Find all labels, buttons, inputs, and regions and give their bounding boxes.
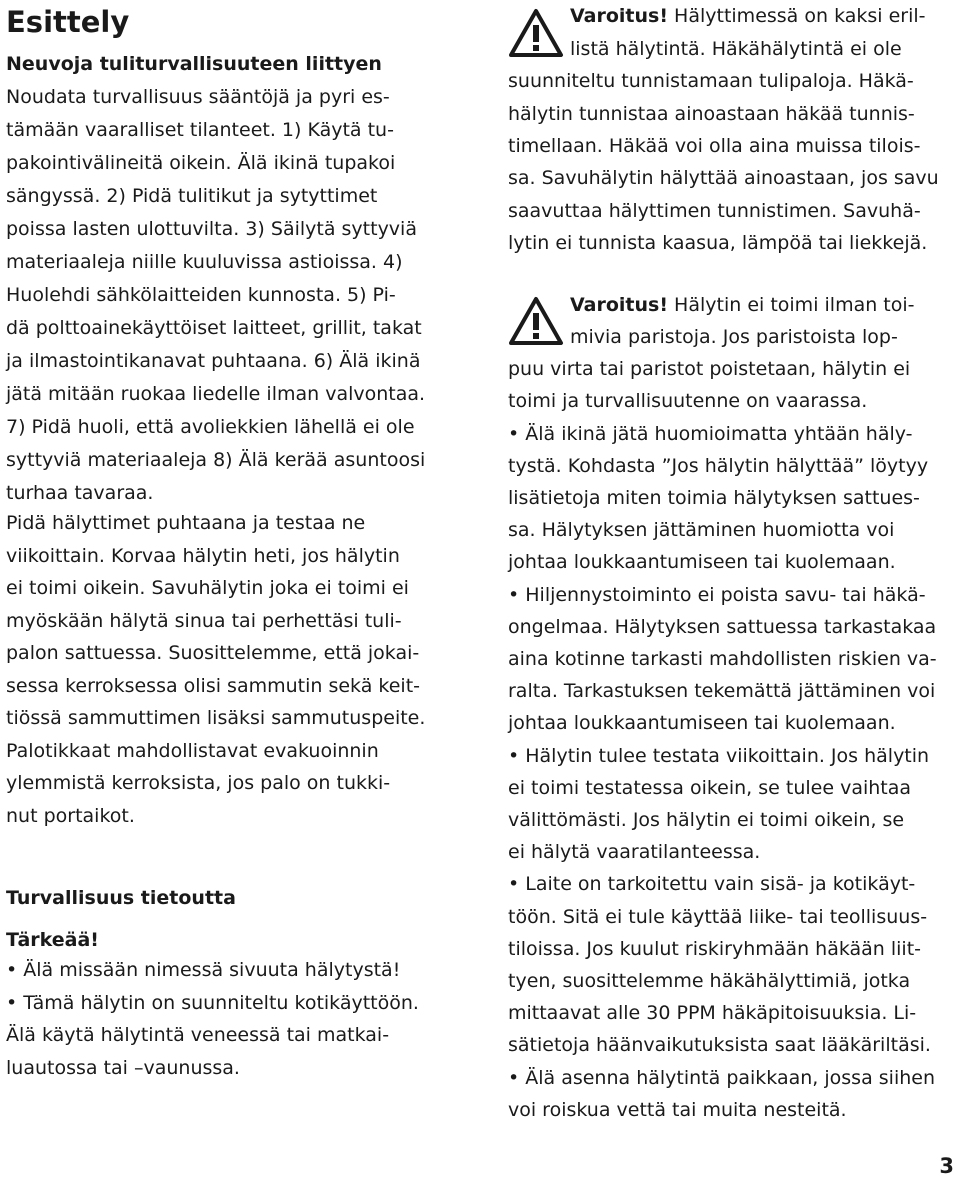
text-line: sessa kerroksessa olisi sammutin sekä keit- xyxy=(6,674,421,697)
text-line: Palotikkaat mahdollistavat evakuoinnin xyxy=(6,739,379,762)
text-line: pakointivälineitä oikein. Älä ikinä tupakoi xyxy=(6,152,396,174)
warning1-first-text: Hälyttimessä on kaksi eril- xyxy=(668,5,926,27)
text-line: • Älä ikinä jätä huomioimatta yhtään häly- xyxy=(508,422,913,445)
warning-triangle-icon xyxy=(508,296,564,346)
text-line: • Hälytin tulee testata viikoittain. Jos hälytin xyxy=(508,744,930,767)
warning1-first-line xyxy=(570,1,926,31)
text-line: turhaa tavaraa. xyxy=(6,482,154,504)
text-line: sätietoja häänvaikutuksista saat lääkäriltäsi. xyxy=(508,1034,931,1057)
text-line: suunniteltu tunnistamaan tulipaloja. Häkä- xyxy=(508,70,914,93)
text-line: sa. Hälytyksen jättäminen huomiotta voi xyxy=(508,519,895,542)
text-line: palon sattuessa. Suosittelemme, että jokai- xyxy=(6,642,420,664)
text-line: johtaa loukkaantumiseen tai kuolemaan. xyxy=(508,712,896,735)
text-line: 7) Pidä huoli, että avoliekkien lähellä ei ole xyxy=(6,416,415,438)
page-title: Esittely xyxy=(6,5,130,39)
text-line: tyen, suosittelemme häkähälyttimiä, jotka xyxy=(508,970,911,992)
text-line: Noudata turvallisuus sääntöjä ja pyri es- xyxy=(6,86,390,108)
important-heading: Tärkeää! xyxy=(6,929,99,951)
text-line: poissa lasten ulottuvilta. 3) Säilytä syttyviä xyxy=(6,218,417,240)
text-line: sängyssä. 2) Pidä tulitikut ja sytyttimet xyxy=(6,185,378,207)
text-line: puu virta tai paristot poistetaan, hälytin ei xyxy=(508,358,911,381)
text-line: tämään vaaralliset tilanteet. 1) Käytä tu- xyxy=(6,119,394,141)
text-line: Huolehdi sähkölaitteiden kunnosta. 5) Pi- xyxy=(6,284,396,306)
warning2-label: Varoitus! xyxy=(570,294,669,316)
text-line: • Hiljennystoiminto ei poista savu- tai häkä- xyxy=(508,583,926,606)
text-line: ralta. Tarkastuksen tekemättä jättäminen voi xyxy=(508,680,936,703)
page-number: 3 xyxy=(939,1154,954,1178)
text-line: mittaavat alle 30 PPM häkäpitoisuuksia. Li- xyxy=(508,1002,917,1025)
text-line: Pidä hälyttimet puhtaana ja testaa ne xyxy=(6,512,366,534)
text-line: • Älä missään nimessä sivuuta hälytystä! xyxy=(6,959,401,981)
text-line: ei hälytä vaaratilanteessa. xyxy=(508,841,761,864)
fire-safety-heading: Neuvoja tuliturvallisuuteen liittyen xyxy=(6,53,382,75)
text-line: saavuttaa hälyttimen tunnistimen. Savuhä- xyxy=(508,199,921,222)
text-line: ja ilmastointikanavat puhtaana. 6) Älä ikinä xyxy=(6,350,421,372)
text-line: • Älä asenna hälytintä paikkaan, jossa siihen xyxy=(508,1066,935,1089)
text-line: lisätietoja miten toimia hälytyksen sattues- xyxy=(508,487,920,509)
text-line: aina kotinne tarkasti mahdollisten riskien va- xyxy=(508,648,937,670)
text-line: mivia paristoja. Jos paristoista lop- xyxy=(570,326,898,348)
text-line: toimi ja turvallisuutenne on vaarassa. xyxy=(508,390,868,413)
warning-triangle-icon xyxy=(508,8,564,58)
text-line: viikoittain. Korvaa hälytin heti, jos hälytin xyxy=(6,544,400,567)
text-line: lytin ei tunnista kaasua, lämpöä tai liekkejä. xyxy=(508,231,928,254)
warning2-first-text: Hälytin ei toimi ilman toi- xyxy=(668,294,915,316)
text-line: dä polttoainekäyttöiset laitteet, grillit, takat xyxy=(6,317,422,339)
text-line: syttyviä materiaaleja 8) Älä kerää asuntoosi xyxy=(6,449,426,471)
safety-info-heading: Turvallisuus tietoutta xyxy=(6,887,236,909)
text-line: ylemmistä kerroksista, jos palo on tukki- xyxy=(6,772,391,794)
text-line: jätä mitään ruokaa liedelle ilman valvontaa. xyxy=(6,383,426,405)
text-line: töön. Sitä ei tule käyttää liike- tai teollisuus- xyxy=(508,905,928,928)
text-line: listä hälytintä. Häkähälytintä ei ole xyxy=(570,38,902,60)
warning2-first-line xyxy=(570,290,915,320)
text-line: välittömästi. Jos hälytin ei toimi oikein, se xyxy=(508,809,905,831)
text-line: myöskään hälytä sinua tai perhettäsi tuli- xyxy=(6,609,402,632)
warning1-label: Varoitus! xyxy=(570,5,669,27)
text-line: • Tämä hälytin on suunniteltu kotikäyttöön. xyxy=(6,991,419,1014)
text-line: tiössä sammuttimen lisäksi sammutuspeite. xyxy=(6,707,426,729)
text-line: • Laite on tarkoitettu vain sisä- ja kotikäyt- xyxy=(508,873,916,896)
text-line: hälytin tunnistaa ainoastaan häkää tunnis- xyxy=(508,102,915,125)
text-line: ei toimi oikein. Savuhälytin joka ei toimi ei xyxy=(6,577,409,599)
text-line: ongelmaa. Hälytyksen sattuessa tarkastakaa xyxy=(508,615,937,638)
text-line: sa. Savuhälytin hälyttää ainoastaan, jos savu xyxy=(508,167,939,190)
text-line: johtaa loukkaantumiseen tai kuolemaan. xyxy=(508,551,896,574)
text-line: tiloissa. Jos kuulut riskiryhmään häkään liit- xyxy=(508,937,922,960)
text-line: timellaan. Häkää voi olla aina muissa tilois- xyxy=(508,134,921,157)
text-line: nut portaikot. xyxy=(6,804,135,827)
text-line: materiaaleja niille kuuluvissa astioissa. 4) xyxy=(6,251,403,273)
text-line: Älä käytä hälytintä veneessä tai matkai- xyxy=(6,1024,390,1046)
text-line: voi roiskua vettä tai muita nesteitä. xyxy=(508,1098,847,1121)
text-line: luautossa tai –vaunussa. xyxy=(6,1056,240,1079)
text-line: tystä. Kohdasta ”Jos hälytin hälyttää” löytyy xyxy=(508,454,929,477)
text-line: ei toimi testatessa oikein, se tulee vaihtaa xyxy=(508,776,912,799)
